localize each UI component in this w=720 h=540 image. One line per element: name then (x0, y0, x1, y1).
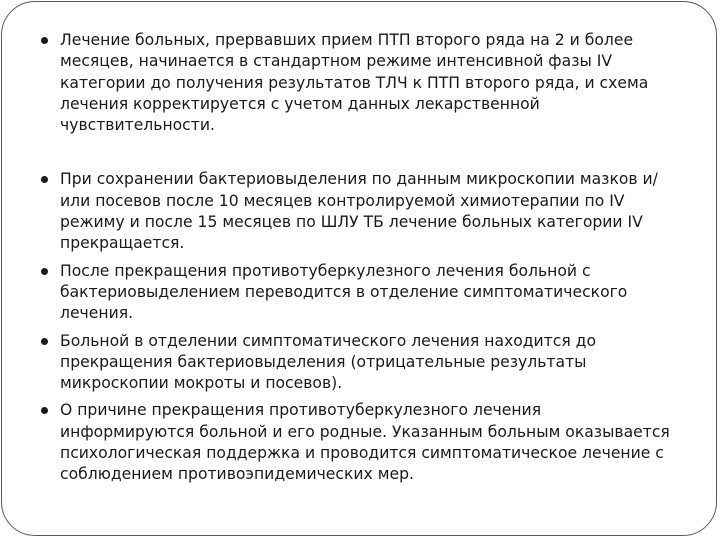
bullet-dot-icon (41, 407, 48, 414)
bullet-dot-icon (41, 176, 48, 183)
bullet-list (40, 30, 680, 486)
bullet-text-1: Лечение больных, прервавших прием ПТП второго ряда на 2 и более месяцев, начинается в стандартном режиме интенсивной фазы IV категории до получения результатов ТЛЧ к ПТП второго ряда, и схема лечения корректируется с учетом данных лекарственной чувствительности. (60, 31, 649, 135)
bullet-text-4: Больной в отделении симптоматического лечения находится до прекращения бактериовыделения (отрицательные результаты микроскопии мокроты и посевов). (60, 331, 596, 393)
bullet-item-5 (40, 400, 680, 485)
bullet-dot-icon (41, 338, 48, 345)
bullet-text-3: После прекращения противотуберкулезного лечения больной с бактериовыделением переводится в отделение симптоматического лечения. (60, 261, 628, 323)
bullet-dot-icon (41, 268, 48, 275)
bullet-item-4 (40, 331, 680, 395)
bullet-dot-icon (41, 37, 48, 44)
bullet-item-1 (40, 30, 680, 136)
bullet-item-3 (40, 261, 680, 325)
bullet-item-2 (40, 169, 680, 254)
bullet-text-5: О причине прекращения противотуберкулезного лечения информируются больной и его родные. Указанным больным оказывается психологическая поддержка и проводится симптоматическое лечение с соблюдением противоэпидемических мер. (60, 401, 670, 484)
bullet-text-2: При сохранении бактериовыделения по данным микроскопии мазков и/или посевов после 10 месяцев контролируемой химиотерапии по IV режиму и после 15 месяцев по ШЛУ ТБ лечение больных категории IV прекращается. (60, 170, 658, 253)
